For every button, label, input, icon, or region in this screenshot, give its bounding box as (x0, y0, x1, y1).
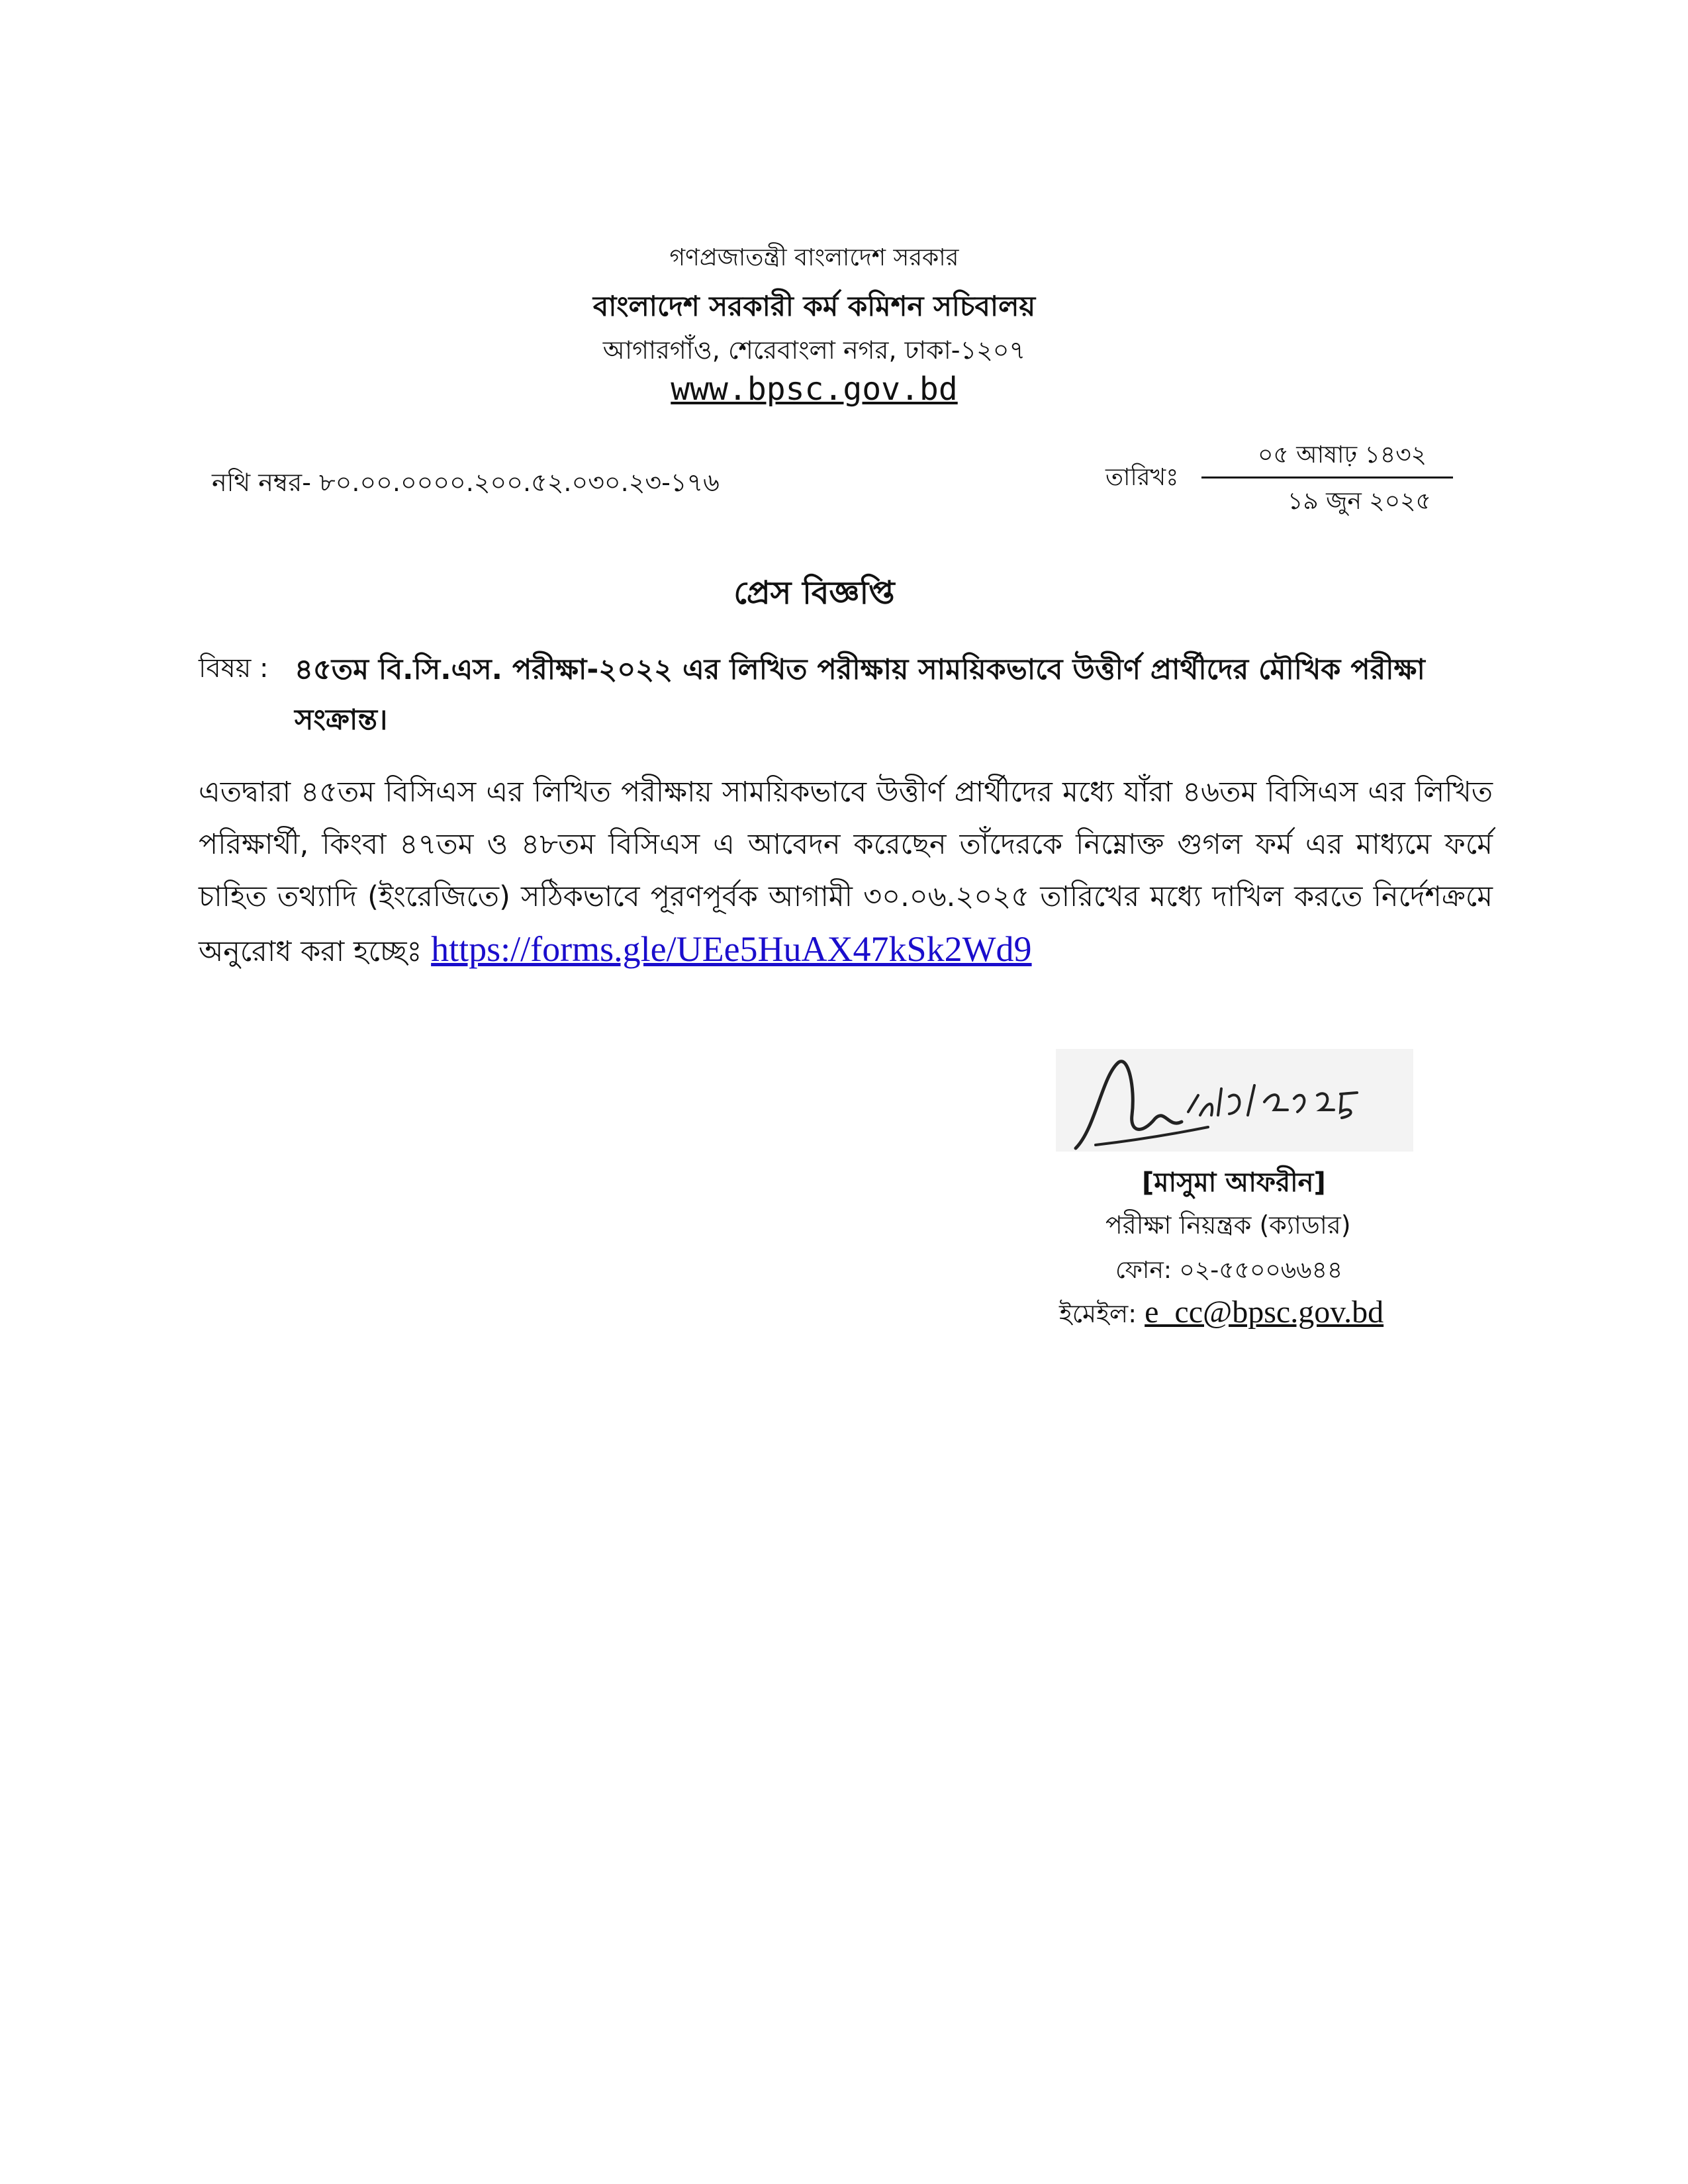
government-name: গণপ্রজাতন্ত্রী বাংলাদেশ সরকার (669, 244, 959, 271)
organization-name: বাংলাদেশ সরকারী কর্ম কমিশন সচিবালয় (592, 290, 1036, 322)
email-link[interactable]: e_cc@bpsc.gov.bd (1145, 1295, 1384, 1330)
signature-image (1056, 1049, 1413, 1152)
signatory-phone: ফোন: ০২-৫৫০০৬৬৪৪ (1115, 1257, 1343, 1284)
handwritten-signature (1056, 1049, 1413, 1152)
organization-address: আগারগাঁও, শেরেবাংলা নগর, ঢাকা-১২০৭ (602, 336, 1026, 365)
memo-number: নথি নম্বর- ৮০.০০.০০০০.২০০.৫২.০৩০.২৩-১৭৬ (212, 468, 720, 497)
date-divider (1201, 477, 1453, 478)
subject-text: ৪৫তম বি.সি.এস. পরীক্ষা-২০২২ এর লিখিত পরীক্ষায় সাময়িকভাবে উত্তীর্ণ প্রার্থীদের মৌখিক পরীক্ষা সংক্রান্ত। (295, 653, 1425, 737)
body-text: এতদ্বারা ৪৫তম বিসিএস এর লিখিত পরীক্ষায় সাময়িকভাবে উত্তীর্ণ প্রার্থীদের মধ্যে যাঁরা ৪৬তম বিসিএস এর লিখিত পরিক্ষার্থী, কিংবা ৪৭তম ও ৪৮তম বিসিএস এ আবেদন করেছেন তাঁদেরকে নিম্নোক্ত গুগল ফর্ম এর মাধ্যমে ফর্মে চাহিত তথ্যাদি (ইংরেজিতে) সঠিকভাবে পূরণপূর্বক আগামী ৩০.০৬.২০২৫ তারিখের মধ্যে দাখিল করতে নির্দেশক্রমে অনুরোধ করা হচ্ছেঃ (199, 776, 1493, 968)
signatory-designation: পরীক্ষা নিয়ন্ত্রক (ক্যাডার) (1105, 1210, 1351, 1240)
email-label: ইমেইল: (1059, 1299, 1137, 1328)
press-release-title: প্রেস বিজ্ঞপ্তি (733, 574, 895, 612)
website-link[interactable]: www.bpsc.gov.bd (671, 371, 958, 408)
signatory-name: [মাসুমা আফরীন] (1142, 1167, 1326, 1198)
body-paragraph (199, 766, 1493, 978)
subject-label: বিষয় : (199, 653, 269, 684)
date-label: তারিখঃ (1105, 464, 1179, 491)
date-bangla-calendar: ০৫ আষাঢ় ১৪৩২ (1258, 441, 1427, 469)
date-gregorian-calendar: ১৯ জুন ২০২৫ (1288, 488, 1431, 515)
google-form-link[interactable]: https://forms.gle/UEe5HuAX47kSk2Wd9 (431, 929, 1032, 969)
signatory-email-line (1059, 1294, 1383, 1337)
